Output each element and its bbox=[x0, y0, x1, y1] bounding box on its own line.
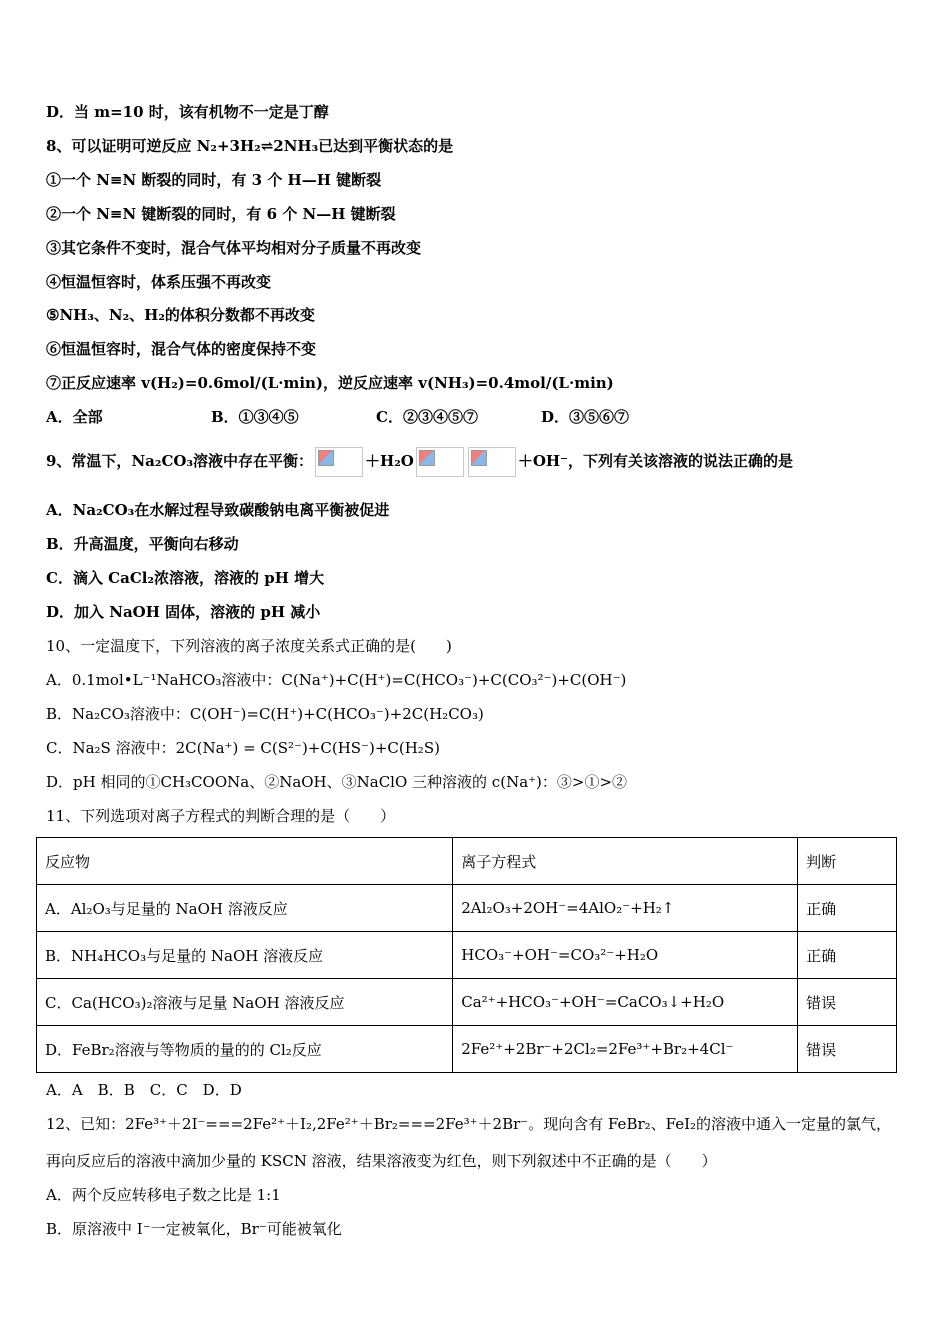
table-cell: A．Al₂O₃与足量的 NaOH 溶液反应 bbox=[37, 885, 453, 932]
q10-option-d: D．pH 相同的①CH₃COONa、②NaOH、③NaClO 三种溶液的 c(Na⁺)：③>①>② bbox=[46, 773, 628, 791]
q12-option-b: B．原溶液中 I⁻一定被氧化，Br⁻可能被氧化 bbox=[46, 1220, 342, 1238]
table-header: 反应物 bbox=[37, 838, 453, 885]
table-row bbox=[37, 979, 897, 1026]
q8-option-b: B．①③④⑤ bbox=[211, 408, 299, 426]
q9-option-c: C．滴入 CaCl₂浓溶液，溶液的 pH 增大 bbox=[46, 569, 325, 587]
q10-option-a: A．0.1mol•L⁻¹NaHCO₃溶液中：C(Na⁺)+C(H⁺)=C(HCO₃⁻)+C(CO₃²⁻)+C(OH⁻) bbox=[46, 671, 627, 689]
q10-option-c: C．Na₂S 溶液中：2C(Na⁺) = C(S²⁻)+C(HS⁻)+C(H₂S) bbox=[46, 739, 440, 757]
q10-option-b: B．Na₂CO₃溶液中：C(OH⁻)=C(H⁺)+C(HCO₃⁻)+2C(H₂CO₃) bbox=[46, 705, 484, 723]
q8-item-1: ①一个 N≡N 断裂的同时，有 3 个 H—H 键断裂 bbox=[46, 171, 382, 189]
table-cell: HCO₃⁻+OH⁻=CO₃²⁻+H₂O bbox=[453, 932, 798, 979]
q9-text-pre: 9、常温下，Na₂CO₃溶液中存在平衡： bbox=[46, 452, 314, 470]
table-header: 离子方程式 bbox=[453, 838, 798, 885]
table-cell: 正确 bbox=[798, 932, 897, 979]
table-row bbox=[37, 1026, 897, 1073]
q8-item-4: ④恒温恒容时，体系压强不再改变 bbox=[46, 273, 272, 291]
q8-options bbox=[46, 407, 629, 427]
q8-item-2: ②一个 N≡N 键断裂的同时，有 6 个 N—H 键断裂 bbox=[46, 205, 396, 223]
q12-option-a: A．两个反应转移电子数之比是 1:1 bbox=[46, 1186, 281, 1204]
table-cell: 错误 bbox=[798, 979, 897, 1026]
q8-item-3: ③其它条件不变时，混合气体平均相对分子质量不再改变 bbox=[46, 239, 422, 257]
question-11: 11、下列选项对离子方程式的判断合理的是（ ） bbox=[46, 807, 396, 825]
q9-option-d: D．加入 NaOH 固体，溶液的 pH 减小 bbox=[46, 603, 321, 621]
question-12-line-2: 再向反应后的溶液中滴加少量的 KSCN 溶液，结果溶液变为红色，则下列叙述中不正确的是（ ） bbox=[46, 1152, 717, 1170]
equation-image-icon bbox=[468, 447, 516, 477]
q8-item-7: ⑦正反应速率 v(H₂)=0.6mol/(L·min)，逆反应速率 v(NH₃)=0.4mol/(L·min) bbox=[46, 374, 614, 392]
q8-option-d: D．③⑤⑥⑦ bbox=[541, 408, 630, 426]
table-header-row bbox=[37, 838, 897, 885]
q8-item-6: ⑥恒温恒容时，混合气体的密度保持不变 bbox=[46, 340, 317, 358]
q9-option-b: B．升高温度，平衡向右移动 bbox=[46, 535, 239, 553]
question-10: 10、一定温度下，下列溶液的离子浓度关系式正确的是( ) bbox=[46, 637, 452, 655]
line-d-option: D．当 m=10 时，该有机物不一定是丁醇 bbox=[46, 103, 329, 121]
q11-options: A．A B．B C．C D．D bbox=[46, 1081, 242, 1099]
table-header: 判断 bbox=[798, 838, 897, 885]
table-row bbox=[37, 932, 897, 979]
table-cell: 2Fe²⁺+2Br⁻+2Cl₂=2Fe³⁺+Br₂+4Cl⁻ bbox=[453, 1026, 798, 1073]
table-cell: C．Ca(HCO₃)₂溶液与足量 NaOH 溶液反应 bbox=[37, 979, 453, 1026]
table-cell: Ca²⁺+HCO₃⁻+OH⁻=CaCO₃↓+H₂O bbox=[453, 979, 798, 1026]
table-cell: B．NH₄HCO₃与足量的 NaOH 溶液反应 bbox=[37, 932, 453, 979]
q8-item-5: ⑤NH₃、N₂、H₂的体积分数都不再改变 bbox=[46, 306, 315, 324]
q8-option-a: A．全部 bbox=[46, 408, 103, 426]
table-cell: 错误 bbox=[798, 1026, 897, 1073]
q8-option-c: C．②③④⑤⑦ bbox=[376, 408, 478, 426]
table-cell: 2Al₂O₃+2OH⁻=4AlO₂⁻+H₂↑ bbox=[453, 885, 798, 932]
reaction-table bbox=[36, 837, 897, 1073]
q9-option-a: A．Na₂CO₃在水解过程导致碳酸钠电离平衡被促进 bbox=[46, 501, 390, 519]
table-row bbox=[37, 885, 897, 932]
table-cell: D．FeBr₂溶液与等物质的量的的 Cl₂反应 bbox=[37, 1026, 453, 1073]
q9-text-post: ＋OH⁻，下列有关该溶液的说法正确的是 bbox=[517, 452, 793, 470]
question-12-line-1: 12、已知：2Fe³⁺＋2I⁻===2Fe²⁺＋I₂,2Fe²⁺＋Br₂===2Fe³⁺＋2Br⁻。现向含有 FeBr₂、FeI₂的溶液中通入一定量的氯气， bbox=[46, 1115, 892, 1133]
q9-text-mid: ＋H₂O bbox=[365, 452, 414, 470]
question-9 bbox=[46, 446, 793, 477]
table-cell: 正确 bbox=[798, 885, 897, 932]
equation-image-icon bbox=[315, 447, 363, 477]
equation-image-icon bbox=[416, 447, 464, 477]
question-8: 8、可以证明可逆反应 N₂+3H₂⇌2NH₃已达到平衡状态的是 bbox=[46, 137, 454, 155]
